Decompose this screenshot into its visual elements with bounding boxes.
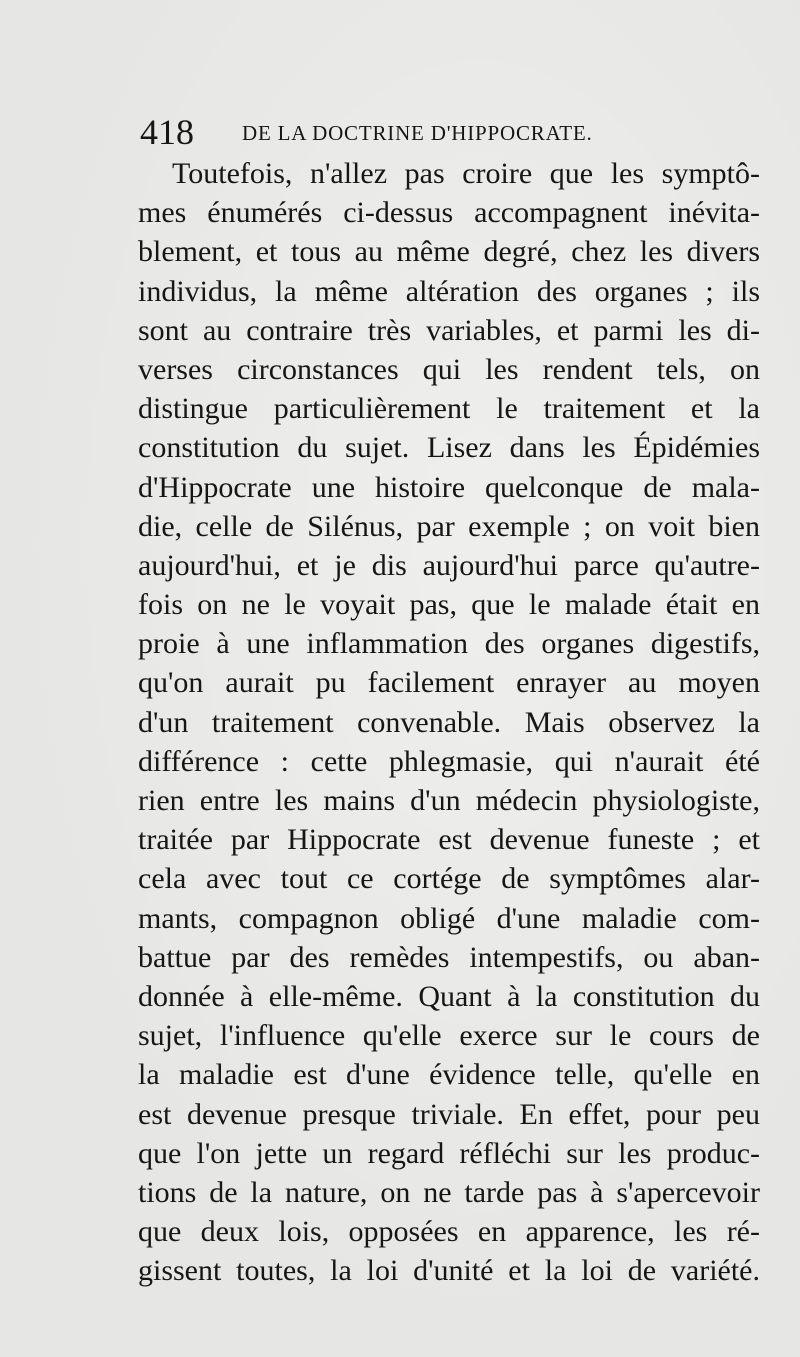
text-line: qu'on aurait pu facilement enrayer au moyen [138,666,760,700]
page-header [140,112,740,152]
text-line: différence : cette phlegmasie, qui n'aurait été [138,744,760,778]
text-line: sujet, l'influence qu'elle exerce sur le cours de [138,1019,760,1053]
text-line: gissent toutes, la loi d'unité et la loi de variété. [138,1254,760,1288]
text-line: d'un traitement convenable. Mais observez la [138,705,760,739]
text-line: blement, et tous au même degré, chez les divers [138,235,760,269]
body-paragraph [138,154,760,1290]
text-line: est devenue presque triviale. En effet, pour peu [138,1097,760,1131]
text-line: fois on ne le voyait pas, que le malade était en [138,588,760,622]
text-line: aujourd'hui, et je dis aujourd'hui parce qu'autre- [138,548,760,582]
text-line: traitée par Hippocrate est devenue funeste ; et [138,823,760,857]
text-line: d'Hippocrate une histoire quelconque de mala- [138,470,760,504]
text-line: que l'on jette un regard réfléchi sur les produc- [138,1136,760,1170]
text-line: sont au contraire très variables, et parmi les di- [138,313,760,347]
text-line: la maladie est d'une évidence telle, qu'elle en [138,1058,760,1092]
text-line: donnée à elle-même. Quant à la constitution du [138,979,760,1013]
text-line: verses circonstances qui les rendent tels, on [138,352,760,386]
text-line: Toutefois, n'allez pas croire que les symptô- [172,157,760,190]
page-number: 418 [140,112,194,152]
text-line: mes énumérés ci-dessus accompagnent inévita- [138,196,760,230]
text-line: constitution du sujet. Lisez dans les Épidémies [138,431,760,465]
text-line: tions de la nature, on ne tarde pas à s'apercevoir [138,1175,760,1209]
text-line: proie à une inflammation des organes digestifs, [138,627,760,661]
text-line: die, celle de Silénus, par exemple ; on voit bien [138,509,760,543]
running-head: DE LA DOCTRINE D'HIPPOCRATE. [242,121,593,145]
text-line: que deux lois, opposées en apparence, les ré- [138,1215,760,1249]
text-line: mants, compagnon obligé d'une maladie com- [138,901,760,935]
text-line: distingue particulièrement le traitement et la [138,392,760,426]
text-line: battue par des remèdes intempestifs, ou aban- [138,940,760,974]
text-line: individus, la même altération des organes ; ils [138,274,760,308]
text-line: rien entre les mains d'un médecin physiologiste, [138,784,760,817]
text-line: cela avec tout ce cortége de symptômes alar- [138,862,760,896]
